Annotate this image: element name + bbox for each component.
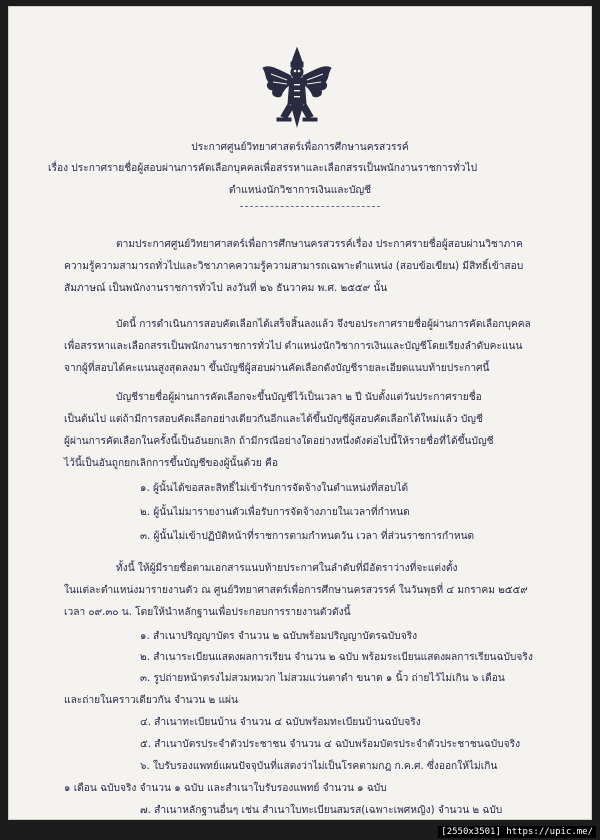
body-line: เพื่อสรรหาและเลือกสรรเป็นพนักงานราชการทั่วไป ตำแหน่งนักวิชาการเงินและบัญชีโดยเรียงลำดับคะแนน	[64, 341, 523, 352]
body-line: เป็นต้นไป แต่ถ้ามีการสอบคัดเลือกอย่างเดียวกันอีกและได้ขึ้นบัญชีผู้สอบคัดเลือกได้ใหม่แล้ว บัญชี	[64, 414, 483, 425]
list-item: ๒. ผู้นั้นไม่มารายงานตัวเพื่อรับการจัดจ้างภายในเวลาที่กำหนด	[140, 507, 410, 518]
body-line: บัญชีรายชื่อผู้ผ่านการคัดเลือกจะขึ้นบัญชีไว้เป็นเวลา ๒ ปี นับตั้งแต่วันประกาศรายชื่อ	[116, 392, 482, 403]
image-size-watermark: [2550x3501] https://upic.me/	[438, 826, 596, 838]
list-item: ๔. สำเนาทะเบียนบ้าน จำนวน ๔ ฉบับพร้อมทะเบียนบ้านฉบับจริง	[140, 717, 421, 728]
body-line: ตามประกาศศูนย์วิทยาศาสตร์เพื่อการศึกษานครสวรรค์เรื่อง ประกาศรายชื่อผู้สอบผ่านวิชาภาค	[116, 239, 523, 250]
list-item: ๑ เดือน ฉบับจริง จำนวน ๑ ฉบับ และสำเนาใบรับรองแพทย์ จำนวน ๑ ฉบับ	[64, 783, 387, 794]
list-item: ๕. สำเนาบัตรประจำตัวประชาชน จำนวน ๔ ฉบับพร้อมบัตรประจำตัวประชาชนฉบับจริง	[140, 739, 521, 750]
body-line: ในแต่ละตำแหน่งมารายงานตัว ณ ศูนย์วิทยาศาสตร์เพื่อการศึกษานครสวรรค์ ในวันพุธที่ ๔ มกราคม ๒๕๕๙	[64, 585, 528, 596]
list-item: ๒. สำเนาระเบียนแสดงผลการเรียน จำนวน ๒ ฉบับ พร้อมระเบียนแสดงผลการเรียนฉบับจริง	[140, 652, 533, 663]
body-line: ทั้งนี้ ให้ผู้มีรายชื่อตามเอกสารแนบท้ายประกาศในลำดับที่มีอัตราว่างที่จะแต่งตั้ง	[116, 563, 458, 574]
body-line: บัดนี้ การดำเนินการสอบคัดเลือกได้เสร็จสิ้นลงแล้ว จึงขอประกาศรายชื่อผู้ผ่านการคัดเลือกบุคคล	[116, 319, 531, 330]
body-line: ผู้ผ่านการคัดเลือกในครั้งนี้เป็นอันยกเลิก ถ้ามีกรณีอย่างใดอย่างหนึ่งดังต่อไปนี้ให้รายชื่อที่ได้ขึ้นบัญชี	[64, 436, 494, 447]
list-item: ๓. ผู้นั้นไม่เข้าปฏิบัติหน้าที่ราชการตามกำหนดวัน เวลา ที่ส่วนราชการกำหนด	[140, 531, 475, 542]
body-line: สัมภาษณ์ เป็นพนักงานราชการทั่วไป ลงวันที่ ๒๖ ธันวาคม พ.ศ. ๒๕๕๙ นั้น	[64, 283, 388, 294]
list-item: ๖. ใบรับรองแพทย์แผนปัจจุบันที่แสดงว่าไม่เป็นโรคตามกฎ ก.ค.ศ. ซึ่งออกให้ไม่เกิน	[140, 761, 498, 772]
body-line: เวลา ๐๙.๓๐ น. โดยให้นำหลักฐานเพื่อประกอบการรายงานตัวดังนี้	[64, 607, 351, 618]
announcement-position: ตำแหน่งนักวิชาการเงินและบัญชี	[228, 185, 372, 196]
announcement-title: ประกาศศูนย์วิทยาศาสตร์เพื่อการศึกษานครสวรรค์	[191, 142, 409, 153]
announcement-subject: เรื่อง ประกาศรายชื่อผู้สอบผ่านการคัดเลือกบุคคลเพื่อสรรหาและเลือกสรรเป็นพนักงานราชการทั่วไป	[48, 163, 478, 174]
list-item: ๓. รูปถ่ายหน้าตรงไม่สวมหมวก ไม่สวมแว่นตาดำ ขนาด ๑ นิ้ว ถ่ายไว้ไม่เกิน ๖ เดือน	[140, 673, 505, 684]
body-line: ไว้นี้เป็นอันถูกยกเลิกการขึ้นบัญชีของผู้นั้นด้วย คือ	[64, 458, 278, 469]
body-line: ความรู้ความสามารถทั่วไปและวิชาภาคความรู้ความสามารถเฉพาะตำแหน่ง (สอบข้อเขียน) มีสิทธิ์เข้าสอบ	[64, 261, 524, 272]
garuda-emblem-icon	[261, 46, 333, 130]
list-item: ๑. ผู้นั้นได้ขอสละสิทธิ์ไม่เข้ารับการจัดจ้างในตำแหน่งที่สอบได้	[140, 483, 409, 494]
list-item: ๑. สำเนาปริญญาบัตร จำนวน ๒ ฉบับพร้อมปริญญาบัตรฉบับจริง	[140, 631, 418, 642]
title-separator	[240, 206, 380, 207]
body-line: จากผู้ที่สอบได้คะแนนสูงสุดลงมา ขึ้นบัญชีผู้สอบผ่านคัดเลือกดังบัญชีรายละเอียดแนบท้ายประกาศนี้	[64, 363, 490, 374]
list-item: ๗. สำเนาหลักฐานอื่นๆ เช่น สำเนาใบทะเบียนสมรส(เฉพาะเพศหญิง) จำนวน ๒ ฉบับ	[140, 805, 503, 816]
document-page	[8, 6, 592, 820]
list-item: และถ่ายในคราวเดียวกัน จำนวน ๒ แผ่น	[64, 695, 238, 706]
